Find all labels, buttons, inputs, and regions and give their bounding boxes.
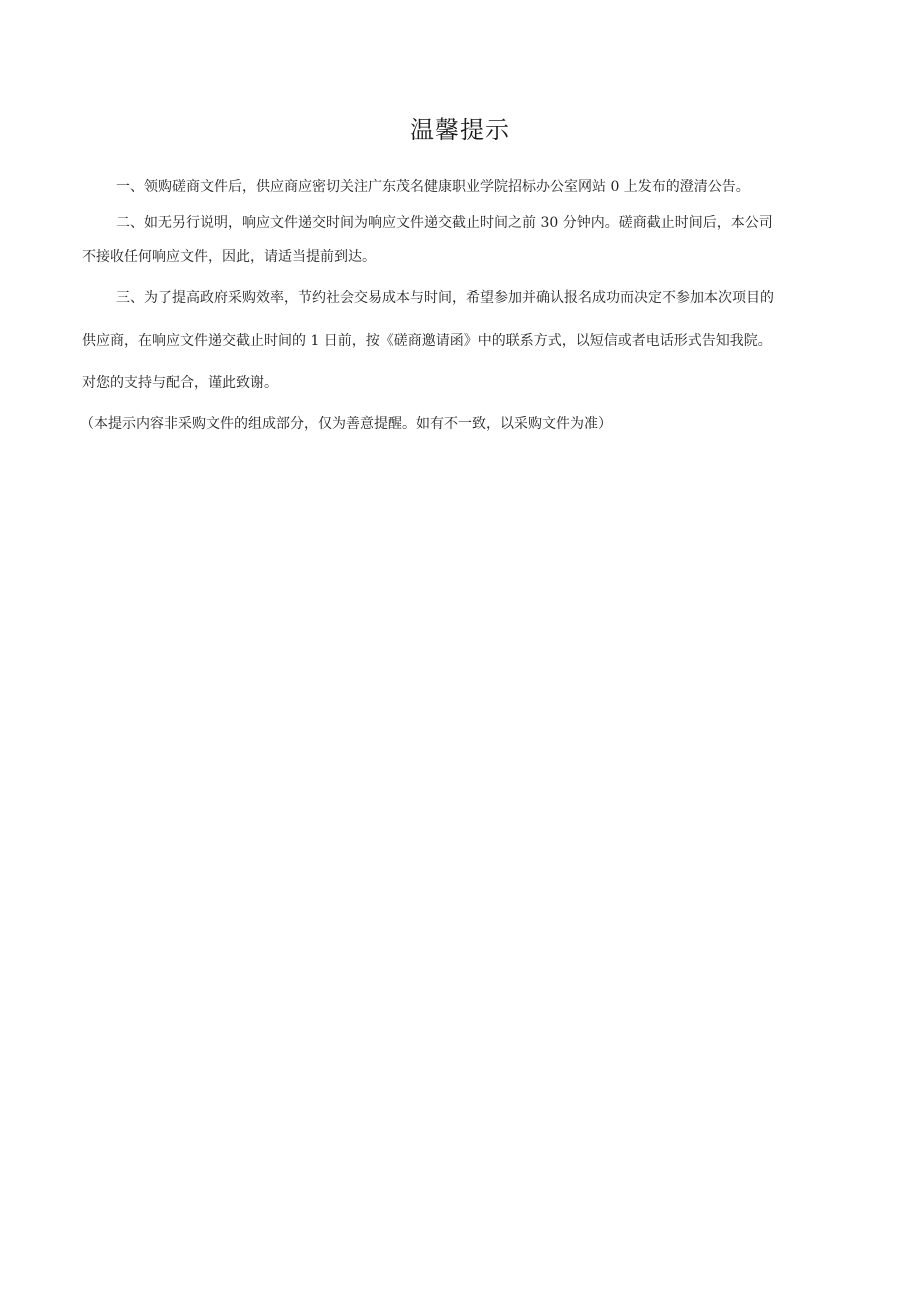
footnote-text: （本提示内容非采购文件的组成部分，仅为善意提醒。如有不一致，以采购文件为准）: [80, 416, 612, 432]
paragraph-1-line-1: 一、领购磋商文件后，供应商应密切关注广东茂名健康职业学院招标办公室网站 0 上发布的澄清公告。: [116, 179, 750, 195]
page-title: 温馨提示: [410, 116, 510, 144]
paragraph-3-line-1: 三、为了提高政府采购效率，节约社会交易成本与时间，希望参加并确认报名成功而决定不参加本次项目的: [116, 290, 774, 306]
paragraph-3-line-2: 供应商，在响应文件递交截止时间的 1 日前，按《磋商邀请函》中的联系方式，以短信或者电话形式告知我院。: [82, 333, 772, 349]
paragraph-4-line-1: 对您的支持与配合，谨此致谢。: [82, 375, 278, 391]
paragraph-2-line-2: 不接收任何响应文件，因此，请适当提前到达。: [82, 249, 376, 265]
paragraph-2-line-1: 二、如无另行说明，响应文件递交时间为响应文件递交截止时间之前 30 分钟内。磋商截止时间后，本公司: [116, 215, 773, 231]
